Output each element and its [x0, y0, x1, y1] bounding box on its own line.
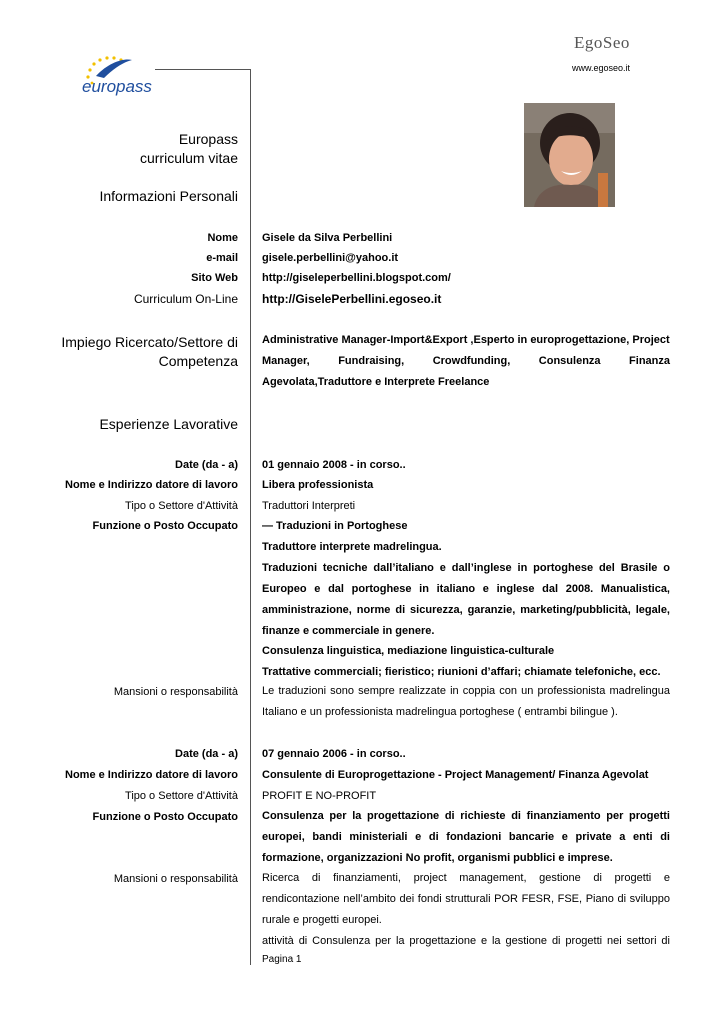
experience-heading: Esperienze Lavorative — [99, 416, 238, 432]
job2-date-label: Date (da - a) — [175, 748, 238, 760]
desired-text-line3: Agevolata,Traduttore e Interprete Freelance — [262, 376, 490, 388]
job1-sector: Traduttori Interpreti — [262, 500, 356, 512]
desired-heading-line2: Competenza — [158, 353, 238, 369]
email-label: e-mail — [206, 252, 238, 264]
job1-detail-2: Traduzioni tecniche dall’italiano e dall’inglese in portoghese del Brasile o Europeo e dal portoghese in italiano e inglese dal 2008. Manualistica, amministrazione, norme di sicurezza, garanzie, marketing/pubblicità, legale, finanze e commerciale in genere. — [262, 562, 670, 637]
job2-role: Consulenza per la progettazione di richieste di finanziamento per progetti europei, bandi ministeriali e di fondazioni bancarie e private a enti di formazione, organizzazioni No profit, organismi pubblici e imprese. — [262, 810, 670, 864]
cv-online-label: Curriculum On-Line — [133, 292, 238, 306]
job1-role-label: Funzione o Posto Occupato — [92, 520, 238, 532]
job1-detail-1: Traduttore interprete madrelingua. — [262, 541, 442, 553]
name-value: Gisele da Silva Perbellini — [262, 232, 393, 244]
job2-duties: Ricerca di finanziamenti, project management, gestione di progetti e rendicontazione nell’ambito dei fondi strutturali POR FESR, FSE, Piano di sviluppo rurale e progetti europei. — [262, 872, 670, 926]
job2-duties-label: Mansioni o responsabilità — [113, 873, 238, 885]
email-value[interactable]: gisele.perbellini@yahoo.it — [262, 252, 399, 264]
cv-online-value[interactable]: http://GiselePerbellini.egoseo.it — [262, 292, 442, 306]
job1-sector-label: Tipo o Settore d'Attività — [125, 500, 238, 512]
job2-duties-extra: attività di Consulenza per la progettazione e la gestione di progetti nei settori di — [262, 935, 670, 947]
job1-role: — Traduzioni in Portoghese — [262, 520, 408, 532]
job2-sector: PROFIT E NO-PROFIT — [262, 790, 377, 802]
egoseo-logo: EgoSeo — [574, 33, 630, 52]
europass-logo-text: europass — [82, 77, 152, 96]
job2-sector-label: Tipo o Settore d'Attività — [125, 790, 238, 802]
job1-duties-label: Mansioni o responsabilità — [113, 686, 238, 698]
job1-duties: Le traduzioni sono sempre realizzate in coppia con un professionista madrelingua Italiano e un professionista madrelingua portoghese ( entrambi bilingue ). — [262, 685, 670, 718]
site-label: Sito Web — [191, 272, 238, 284]
job1-employer: Libera professionista — [262, 479, 374, 491]
column-divider — [250, 69, 251, 965]
site-value[interactable]: http://giseleperbellini.blogspot.com/ — [262, 272, 451, 284]
portrait-image — [524, 103, 615, 207]
job1-date: 01 gennaio 2008 - in corso.. — [262, 459, 406, 471]
header-rule — [155, 69, 251, 70]
personal-info-heading: Informazioni Personali — [99, 188, 238, 204]
cv-title-line1: Europass — [178, 131, 238, 147]
job1-detail-4: Trattative commerciali; fieristico; riunioni d’affari; chiamate telefoniche, ecc. — [262, 666, 661, 678]
desired-text-line2: Manager, Fundraising, Crowdfunding, Consulenza Finanza — [262, 355, 670, 367]
job2-date: 07 gennaio 2006 - in corso.. — [262, 748, 406, 760]
job2-role-label: Funzione o Posto Occupato — [92, 811, 238, 823]
name-label: Nome — [207, 232, 238, 244]
job1-date-label: Date (da - a) — [175, 459, 238, 471]
job2-employer-label: Nome e Indirizzo datore di lavoro — [65, 769, 238, 781]
cv-title-line2: curriculum vitae — [139, 150, 238, 166]
job1-employer-label: Nome e Indirizzo datore di lavoro — [65, 479, 238, 491]
job2-employer: Consulente di Europrogettazione - Project Management/ Finanza Agevolat — [262, 769, 649, 781]
profile-photo — [524, 103, 615, 207]
website-url[interactable]: www.egoseo.it — [572, 63, 631, 73]
page-number: Pagina 1 — [262, 954, 302, 965]
europass-logo — [74, 52, 164, 98]
europass-swoosh-icon — [96, 60, 132, 78]
desired-text-line1: Administrative Manager-Import&Export ,Esperto in europrogettazione, Project — [262, 334, 670, 346]
desired-heading-line1: Impiego Ricercato/Settore di — [61, 334, 238, 350]
job1-detail-3: Consulenza linguistica, mediazione linguistica-culturale — [262, 645, 555, 657]
